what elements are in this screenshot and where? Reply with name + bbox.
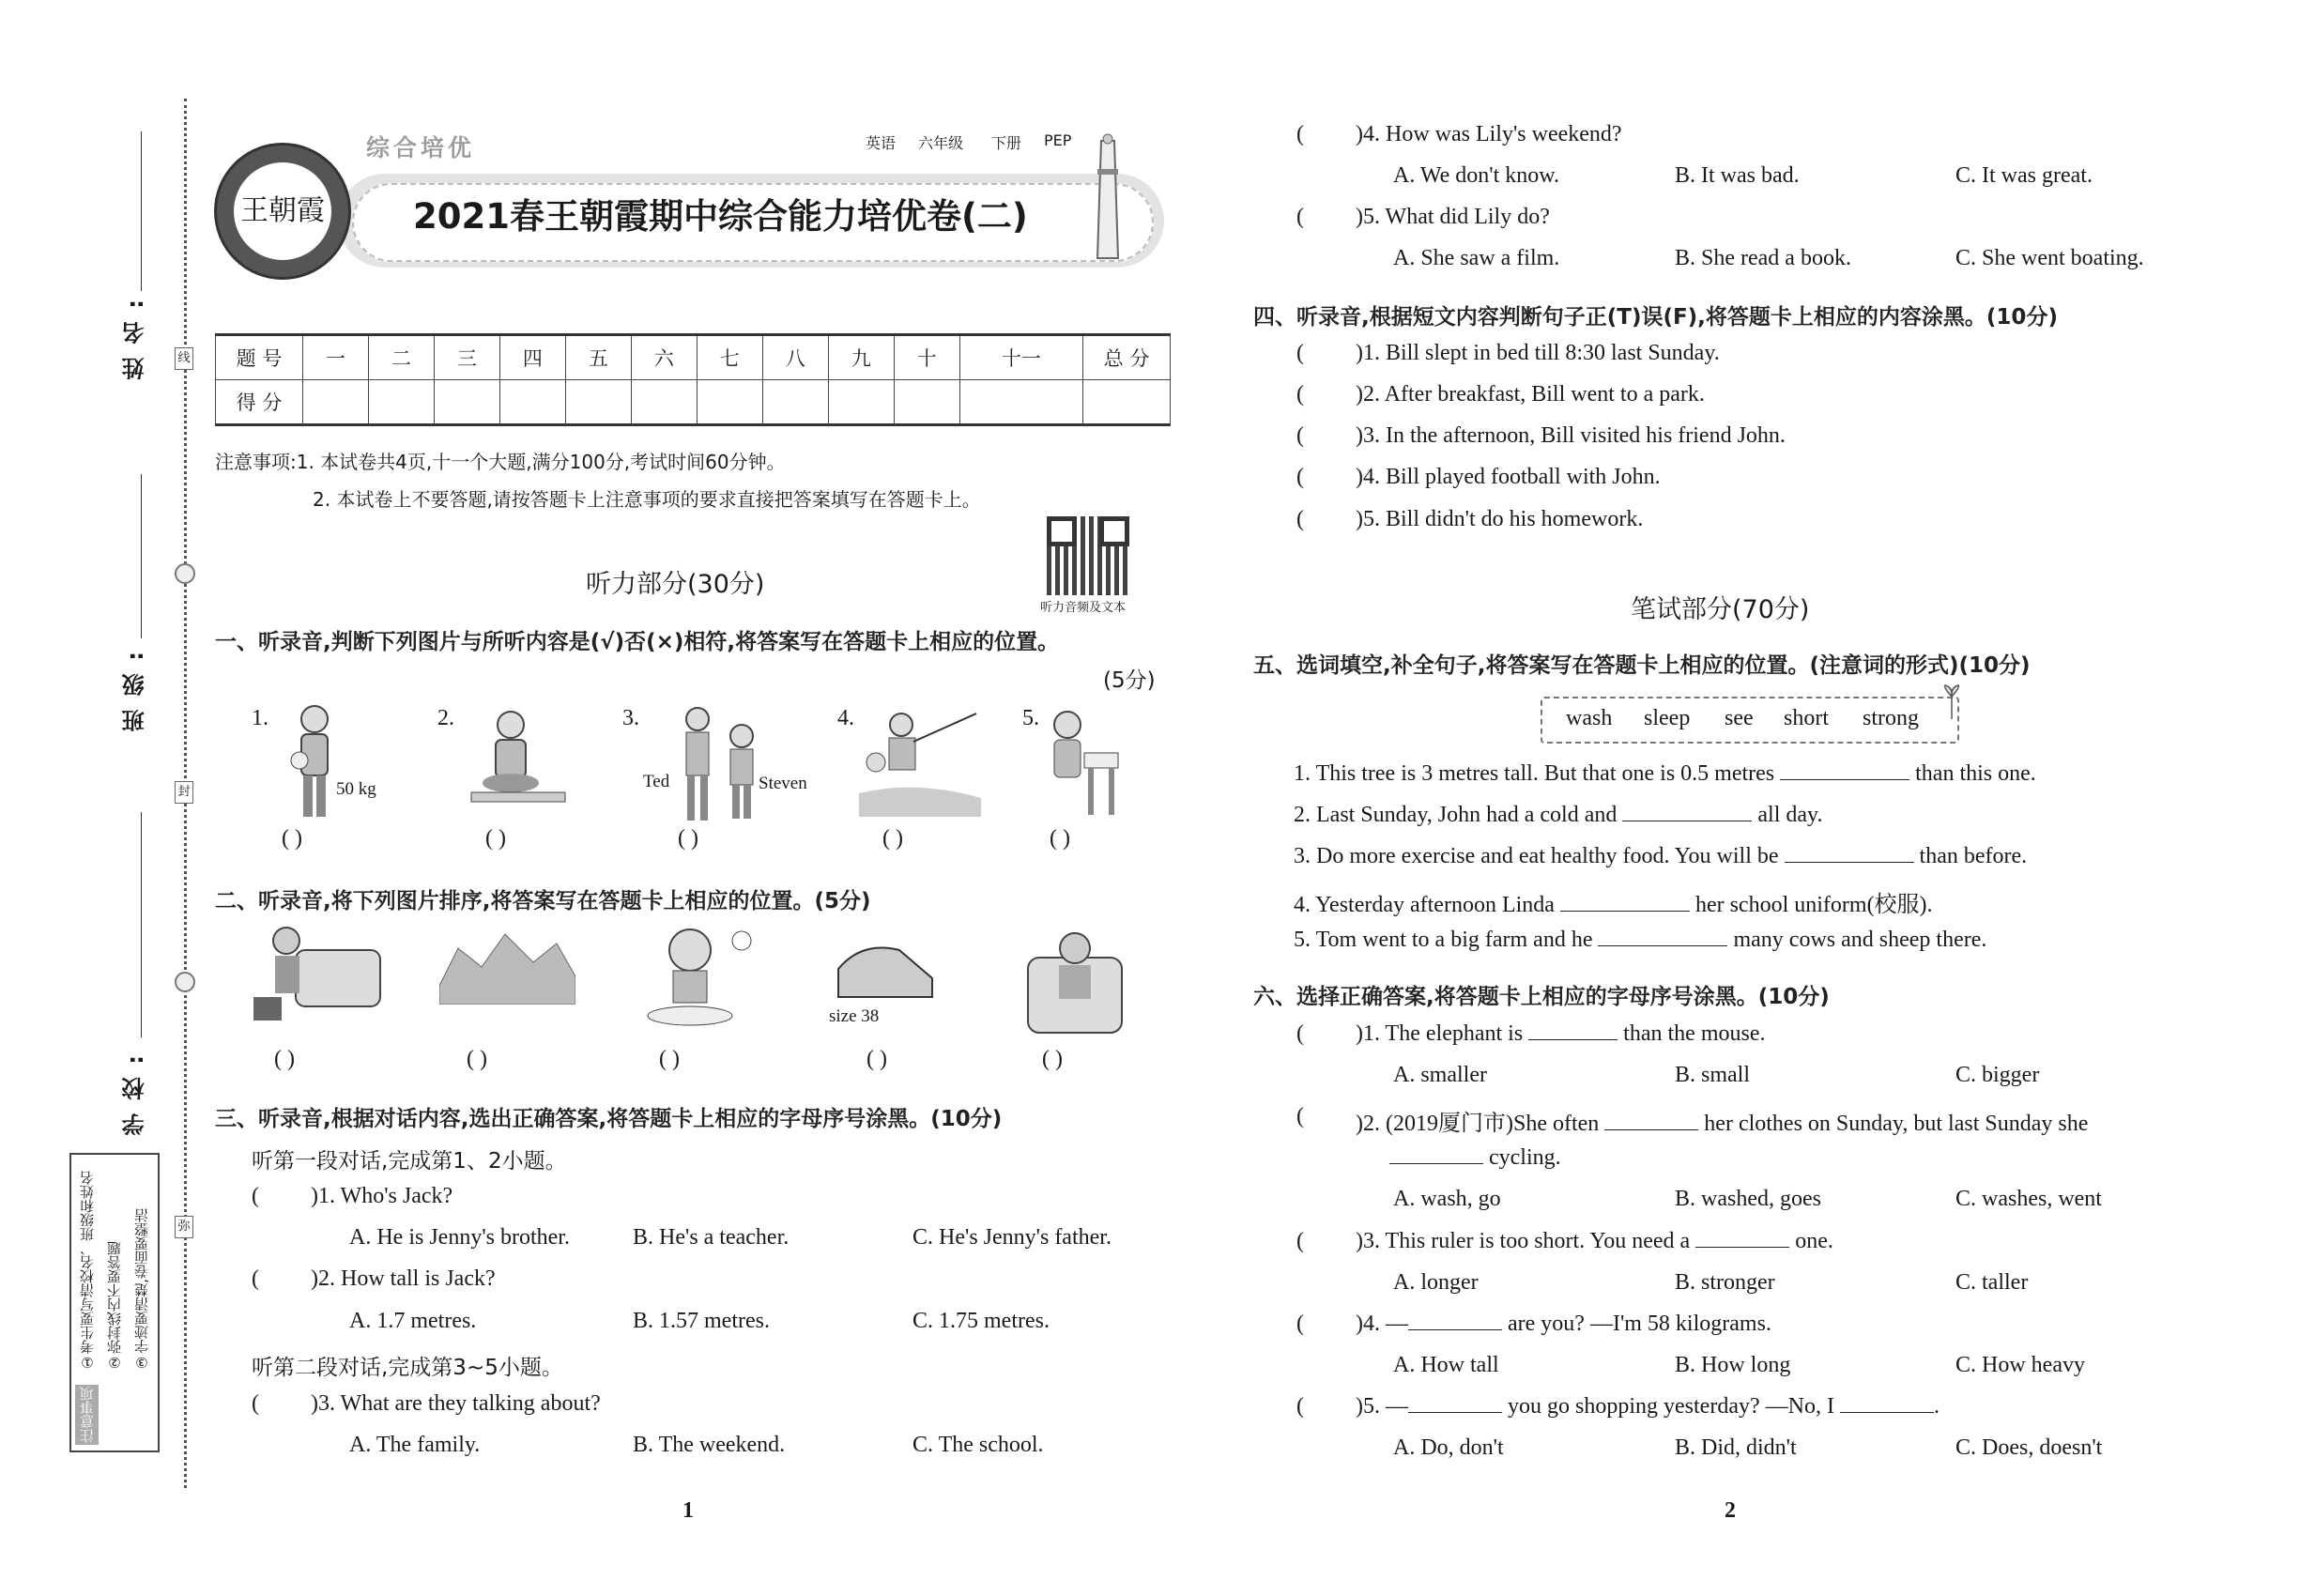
part1-score: (5分) xyxy=(1103,668,1156,693)
page-title: 2021春王朝霞期中综合能力培优卷(二) xyxy=(413,196,1028,237)
mc-question: )3. This ruler is too short. You need a one. xyxy=(1356,1229,1833,1253)
option-c: C. The school. xyxy=(912,1433,1044,1457)
part1-heading: 一、听录音,判断下列图片与所听内容是(√)否(×)相符,将答案写在答题卡上相应的位置。 xyxy=(215,630,1060,654)
paren-open[interactable]: ( xyxy=(1296,205,1304,229)
option-a: A. 1.7 metres. xyxy=(349,1309,477,1333)
option-b: B. She read a book. xyxy=(1675,246,1851,270)
paren-open[interactable]: ( xyxy=(1296,341,1304,365)
answer-paren[interactable]: ( ) xyxy=(467,1047,487,1071)
part3-heading: 三、听录音,根据对话内容,选出正确答案,将答题卡上相应的字母序号涂黑。(10分) xyxy=(215,1107,1003,1131)
word-bank-word: wash xyxy=(1566,706,1613,730)
table-row xyxy=(216,380,1171,425)
pic-number: 3. xyxy=(622,706,639,730)
score-cell[interactable] xyxy=(697,380,762,425)
option-c: C. 1.75 metres. xyxy=(912,1309,1050,1333)
meta-grade: 六年级 xyxy=(918,134,964,152)
option-b: B. It was bad. xyxy=(1675,163,1800,188)
score-cell[interactable] xyxy=(1083,380,1171,425)
score-cell[interactable] xyxy=(828,380,894,425)
score-cell[interactable] xyxy=(368,380,434,425)
score-cell[interactable] xyxy=(499,380,565,425)
score-table xyxy=(215,333,1171,426)
tf-item: )3. In the afternoon, Bill visited his friend John. xyxy=(1356,423,1786,448)
question-text: )1. Who's Jack? xyxy=(311,1184,453,1208)
question-text: )5. What did Lily do? xyxy=(1356,205,1550,229)
dialog1-instruction: 听第一段对话,完成第1、2小题。 xyxy=(252,1149,567,1174)
answer-paren[interactable]: ( ) xyxy=(866,1047,887,1071)
table-header-cell: 五 xyxy=(565,335,631,380)
option-c: C. taller xyxy=(1955,1270,2029,1295)
girl-eating-picture xyxy=(634,922,765,1030)
option-a: A. He is Jenny's brother. xyxy=(349,1225,570,1250)
qr-code[interactable] xyxy=(1047,516,1129,595)
answer-blank[interactable] xyxy=(1560,911,1690,912)
option-c: C. It was great. xyxy=(1955,163,2093,188)
option-a: A. We don't know. xyxy=(1393,163,1560,188)
word-bank-word: see xyxy=(1725,706,1754,730)
paren-open[interactable]: ( xyxy=(1296,1229,1304,1253)
mc-question: )1. The elephant is than the mouse. xyxy=(1356,1021,1766,1046)
table-header-cell: 九 xyxy=(828,335,894,380)
paren-open[interactable]: ( xyxy=(252,1184,259,1208)
page-number-2: 2 xyxy=(1725,1498,1736,1523)
option-c: C. washes, went xyxy=(1955,1187,2102,1211)
pic-number: 5. xyxy=(1022,706,1039,730)
option-c: C. He's Jenny's father. xyxy=(912,1225,1112,1250)
writing-section-title: 笔试部分(70分) xyxy=(1631,595,1810,624)
fill-sentence: 4. Yesterday afternoon Linda her school uniform(校服). xyxy=(1294,893,1933,917)
tf-item: )1. Bill slept in bed till 8:30 last Sunday. xyxy=(1356,341,1720,365)
lighthouse-icon xyxy=(1084,131,1131,263)
tagline: 综合培优 xyxy=(366,134,476,161)
score-cell[interactable] xyxy=(434,380,499,425)
name-caption-ted: Ted xyxy=(643,772,670,791)
answer-paren[interactable]: ( ) xyxy=(659,1047,680,1071)
seal-char-mi: 弥 xyxy=(175,1216,193,1238)
tf-item: )4. Bill played football with John. xyxy=(1356,465,1661,489)
option-a: A. Do, don't xyxy=(1393,1435,1504,1460)
question-text: )4. How was Lily's weekend? xyxy=(1356,122,1622,146)
part4-heading: 四、听录音,根据短文内容判断句子正(T)误(F),将答题卡上相应的内容涂黑。(10分) xyxy=(1253,305,2058,330)
notice-title: 注意事项 xyxy=(75,1385,99,1445)
table-header-cell: 八 xyxy=(762,335,828,380)
part6-heading: 六、选择正确答案,将答题卡上相应的字母序号涂黑。(10分) xyxy=(1253,985,1830,1009)
option-b: B. 1.57 metres. xyxy=(633,1309,770,1333)
score-cell[interactable] xyxy=(303,380,369,425)
score-cell[interactable] xyxy=(565,380,631,425)
table-header-cell: 六 xyxy=(631,335,697,380)
answer-blank[interactable] xyxy=(1408,1329,1502,1330)
meta-volume: 下册 xyxy=(991,134,1022,152)
part5-heading: 五、选词填空,补全句子,将答案写在答题卡上相应的位置。(注意词的形式)(10分) xyxy=(1253,653,2031,678)
fishing-picture xyxy=(859,704,981,817)
paren-open[interactable]: ( xyxy=(1296,382,1304,407)
page-number-1: 1 xyxy=(682,1498,694,1523)
question-text: )2. How tall is Jack? xyxy=(311,1266,496,1291)
option-a: A. She saw a film. xyxy=(1393,246,1560,270)
option-c: C. She went boating. xyxy=(1955,246,2144,270)
table-header-cell: 二 xyxy=(368,335,434,380)
binding-notice-box xyxy=(69,1153,160,1452)
option-b: B. washed, goes xyxy=(1675,1187,1821,1211)
answer-paren[interactable]: ( ) xyxy=(282,826,302,851)
leaf-icon xyxy=(1941,683,1962,721)
listening-section-title: 听力部分(30分) xyxy=(586,570,765,599)
word-bank-word: strong xyxy=(1863,706,1919,730)
fill-sentence: 3. Do more exercise and eat healthy food. You will be than before. xyxy=(1294,844,2028,868)
word-bank-word: short xyxy=(1784,706,1829,730)
answer-blank[interactable] xyxy=(1528,1039,1618,1040)
answer-paren[interactable]: ( ) xyxy=(1050,826,1070,851)
paren-open[interactable]: ( xyxy=(1296,1104,1304,1128)
girl-on-chair-picture xyxy=(1023,920,1127,1037)
answer-paren[interactable]: ( ) xyxy=(274,1047,295,1071)
table-header-cell: 十 xyxy=(894,335,959,380)
pic-number: 4. xyxy=(837,706,854,730)
option-a: A. smaller xyxy=(1393,1063,1487,1087)
question-text: )3. What are they talking about? xyxy=(311,1391,601,1416)
tf-item: )2. After breakfast, Bill went to a park. xyxy=(1356,382,1705,407)
answer-blank[interactable] xyxy=(1695,1247,1789,1248)
name-caption-steven: Steven xyxy=(759,774,807,793)
fill-sentence: 2. Last Sunday, John had a cold and all day. xyxy=(1294,803,1823,827)
score-cell[interactable] xyxy=(762,380,828,425)
paren-open[interactable]: ( xyxy=(1296,465,1304,489)
table-header-cell: 题 号 xyxy=(216,335,303,380)
mc-question: )2. (2019厦门市)She often her clothes on Sunday, but last Sunday she xyxy=(1356,1112,2089,1136)
class-label: 班级: xyxy=(122,638,148,732)
option-b: B. He's a teacher. xyxy=(633,1225,790,1250)
weight-caption: 50 kg xyxy=(336,779,376,799)
score-cell[interactable] xyxy=(894,380,959,425)
option-c: C. Does, doesn't xyxy=(1955,1435,2103,1460)
answer-blank[interactable] xyxy=(1785,862,1914,863)
boy-with-ball-picture xyxy=(286,702,343,822)
option-b: B. The weekend. xyxy=(633,1433,786,1457)
fill-sentence: 5. Tom went to a big farm and he many cows and sheep there. xyxy=(1294,928,1987,952)
notice-item: ①考生要写清校名、班级和姓名 xyxy=(79,1171,96,1371)
answer-paren[interactable]: ( ) xyxy=(485,826,506,851)
notice-item: ②弥封线内不要答题 xyxy=(106,1241,123,1371)
option-b: B. Did, didn't xyxy=(1675,1435,1797,1460)
seal-char-seal: 封 xyxy=(175,781,193,804)
exam-notes-2: 2. 本试卷上不要答题,请按答题卡上注意事项的要求直接把答案填写在答题卡上。 xyxy=(313,488,981,511)
paren-open[interactable]: ( xyxy=(1296,1394,1304,1419)
mc-question-cont: cycling. xyxy=(1389,1145,1561,1171)
meta-edition: PEP xyxy=(1044,131,1072,149)
part2-heading: 二、听录音,将下列图片排序,将答案写在答题卡上相应的位置。(5分) xyxy=(215,889,871,913)
girl-washing-picture xyxy=(1047,706,1122,819)
answer-blank[interactable] xyxy=(1598,945,1727,946)
answer-blank[interactable] xyxy=(1780,779,1909,780)
table-header-cell: 十一 xyxy=(959,335,1082,380)
table-header-cell: 七 xyxy=(697,335,762,380)
boy-cooking-picture xyxy=(462,706,575,809)
table-header-cell: 三 xyxy=(434,335,499,380)
option-a: A. The family. xyxy=(349,1433,481,1457)
two-boys-picture xyxy=(674,702,768,824)
paren-open[interactable]: ( xyxy=(1296,423,1304,448)
table-header-cell: 四 xyxy=(499,335,565,380)
option-a: A. wash, go xyxy=(1393,1187,1501,1211)
answer-paren[interactable]: ( ) xyxy=(1042,1047,1063,1071)
name-underline xyxy=(141,131,142,291)
option-c: C. bigger xyxy=(1955,1063,2040,1087)
answer-blank[interactable] xyxy=(1840,1412,1934,1413)
mc-question: )4. — are you? —I'm 58 kilograms. xyxy=(1356,1312,1771,1336)
answer-blank[interactable] xyxy=(1408,1412,1502,1413)
table-header-cell: 总 分 xyxy=(1083,335,1171,380)
class-underline xyxy=(141,474,142,638)
answer-paren[interactable]: ( ) xyxy=(882,826,903,851)
paren-open[interactable]: ( xyxy=(1296,1312,1304,1336)
answer-paren[interactable]: ( ) xyxy=(678,826,698,851)
cleaning-sofa-picture xyxy=(249,922,385,1025)
pic-number: 1. xyxy=(252,706,268,730)
landscape-picture xyxy=(439,929,575,1005)
name-label: 姓名: xyxy=(122,286,148,380)
option-b: B. small xyxy=(1675,1063,1751,1087)
option-b: B. stronger xyxy=(1675,1270,1775,1295)
option-a: A. How tall xyxy=(1393,1353,1499,1377)
brand-logo: 王朝霞 xyxy=(214,143,351,280)
table-header-cell: 一 xyxy=(303,335,369,380)
paren-open[interactable]: ( xyxy=(252,1266,259,1291)
option-c: C. How heavy xyxy=(1955,1353,2085,1377)
qr-label: 听力音频及文本 xyxy=(1040,601,1127,615)
shoe-size-caption: size 38 xyxy=(829,1006,880,1026)
score-row-label: 得 分 xyxy=(216,380,303,425)
shoes-picture xyxy=(834,931,937,1006)
paren-open[interactable]: ( xyxy=(1296,507,1304,531)
word-bank-word: sleep xyxy=(1644,706,1691,730)
seal-circle xyxy=(175,972,195,992)
option-b: B. How long xyxy=(1675,1353,1791,1377)
school-label: 学校: xyxy=(122,1042,148,1136)
answer-blank[interactable] xyxy=(1604,1129,1698,1130)
meta-subject: 英语 xyxy=(866,134,897,152)
seal-char-line: 线 xyxy=(175,347,193,370)
school-underline xyxy=(141,812,142,1037)
paren-open[interactable]: ( xyxy=(252,1391,259,1416)
notice-item: ③字迹要清楚,卷面要整洁 xyxy=(133,1208,150,1371)
table-row xyxy=(216,335,1171,380)
answer-blank[interactable] xyxy=(1389,1163,1483,1164)
score-cell[interactable] xyxy=(959,380,1082,425)
paren-open[interactable]: ( xyxy=(1296,1021,1304,1046)
paren-open[interactable]: ( xyxy=(1296,122,1304,146)
pic-number: 2. xyxy=(437,706,454,730)
dialog2-instruction: 听第二段对话,完成第3~5小题。 xyxy=(252,1356,563,1380)
fill-sentence: 1. This tree is 3 metres tall. But that one is 0.5 metres than this one. xyxy=(1294,761,2036,786)
mc-question: )5. — you go shopping yesterday? —No, I . xyxy=(1356,1394,1940,1419)
exam-notes-1: 注意事项:1. 本试卷共4页,十一个大题,满分100分,考试时间60分钟。 xyxy=(215,451,786,473)
seal-circle xyxy=(175,563,195,584)
score-cell[interactable] xyxy=(631,380,697,425)
tf-item: )5. Bill didn't do his homework. xyxy=(1356,507,1644,531)
option-a: A. longer xyxy=(1393,1270,1479,1295)
